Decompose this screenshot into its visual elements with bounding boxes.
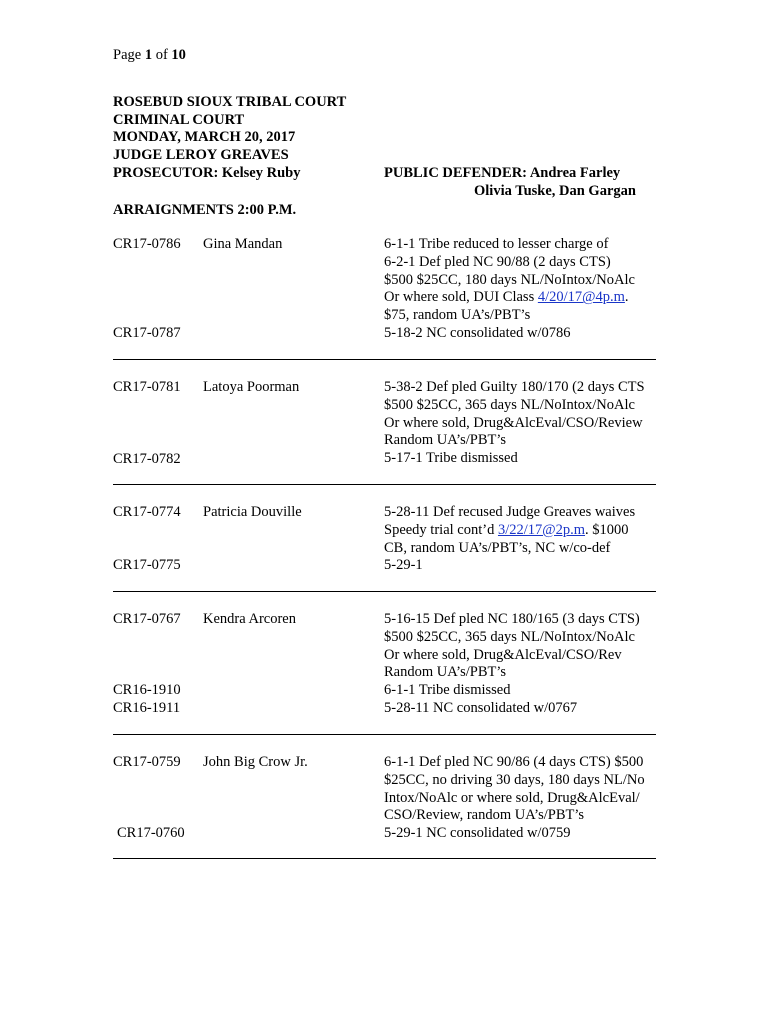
defendant-name: Kendra Arcoren: [203, 611, 296, 627]
defendant-name: John Big Crow Jr.: [203, 754, 308, 770]
public-defender-others: Olivia Tuske, Dan Gargan: [474, 183, 636, 199]
court-name: ROSEBUD SIOUX TRIBAL COURT: [113, 94, 347, 110]
court-date: MONDAY, MARCH 20, 2017: [113, 129, 296, 145]
case-number: CR17-0775: [113, 557, 181, 573]
session-title: ARRAIGNMENTS 2:00 P.M.: [113, 202, 297, 218]
case-disposition: 6-1-1 Def pled NC 90/86 (4 days CTS) $500 $25CC, no driving 30 days, 180 days NL/No Intox/NoAlc or where sold, Drug&AlcEval/ CSO/Review, random UA’s/PBT’s 5-29-1 NC consolidated w/0759: [384, 754, 645, 842]
divider: [113, 734, 656, 735]
divider: [113, 484, 656, 485]
case-number: CR17-0760: [117, 825, 185, 841]
case-disposition: 5-28-11 Def recused Judge Greaves waives Speedy trial cont’d 3/22/17@2p.m. $1000 CB, random UA’s/PBT’s, NC w/co-def 5-29-1: [384, 504, 636, 574]
hearing-date-link[interactable]: 3/22/17@2p.m: [497, 521, 586, 538]
case-number: CR17-0787: [113, 325, 181, 341]
defendant-name: Latoya Poorman: [203, 379, 300, 395]
case-disposition: 5-16-15 Def pled NC 180/165 (3 days CTS) $500 $25CC, 365 days NL/NoIntox/NoAlc Or where sold, Drug&AlcEval/CSO/Rev Random UA’s/PBT’s 6-1-1 Tribe dismissed 5-28-11 NC consolidated w/0767: [384, 611, 640, 716]
case-number: CR16-1910: [113, 682, 181, 698]
defendant-name: Gina Mandan: [203, 236, 283, 252]
defendant-name: Patricia Douville: [203, 504, 302, 520]
case-disposition: 5-38-2 Def pled Guilty 180/170 (2 days CTS $500 $25CC, 365 days NL/NoIntox/NoAlc Or where sold, Drug&AlcEval/CSO/Review Random UA’s/PBT’s 5-17-1 Tribe dismissed: [384, 379, 645, 467]
divider: [113, 359, 656, 360]
case-number: CR17-0759: [113, 754, 181, 770]
divider: [113, 591, 656, 592]
case-number: CR17-0774: [113, 504, 181, 520]
hearing-date-link[interactable]: 4/20/17@4p.m: [537, 289, 625, 306]
divider: [113, 858, 656, 859]
public-defender: PUBLIC DEFENDER: Andrea Farley: [384, 165, 621, 181]
case-number: CR17-0781: [113, 379, 181, 395]
case-number: CR16-1911: [113, 700, 181, 716]
case-number: CR17-0767: [113, 611, 181, 627]
court-division: CRIMINAL COURT: [113, 112, 245, 128]
page-number: Page 1 of 10: [113, 47, 186, 63]
judge-name: JUDGE LEROY GREAVES: [113, 147, 289, 163]
case-number: CR17-0786: [113, 236, 181, 252]
case-disposition: 6-1-1 Tribe reduced to lesser charge of 6-2-1 Def pled NC 90/88 (2 days CTS) $500 $25CC, 180 days NL/NoIntox/NoAlc Or where sold, DUI Class 4/20/17@4p.m. $75, random UA’s/PBT’s 5-18-2 NC consolidated w/0786: [384, 236, 635, 341]
prosecutor: PROSECUTOR: Kelsey Ruby: [113, 165, 301, 181]
case-number: CR17-0782: [113, 451, 181, 467]
